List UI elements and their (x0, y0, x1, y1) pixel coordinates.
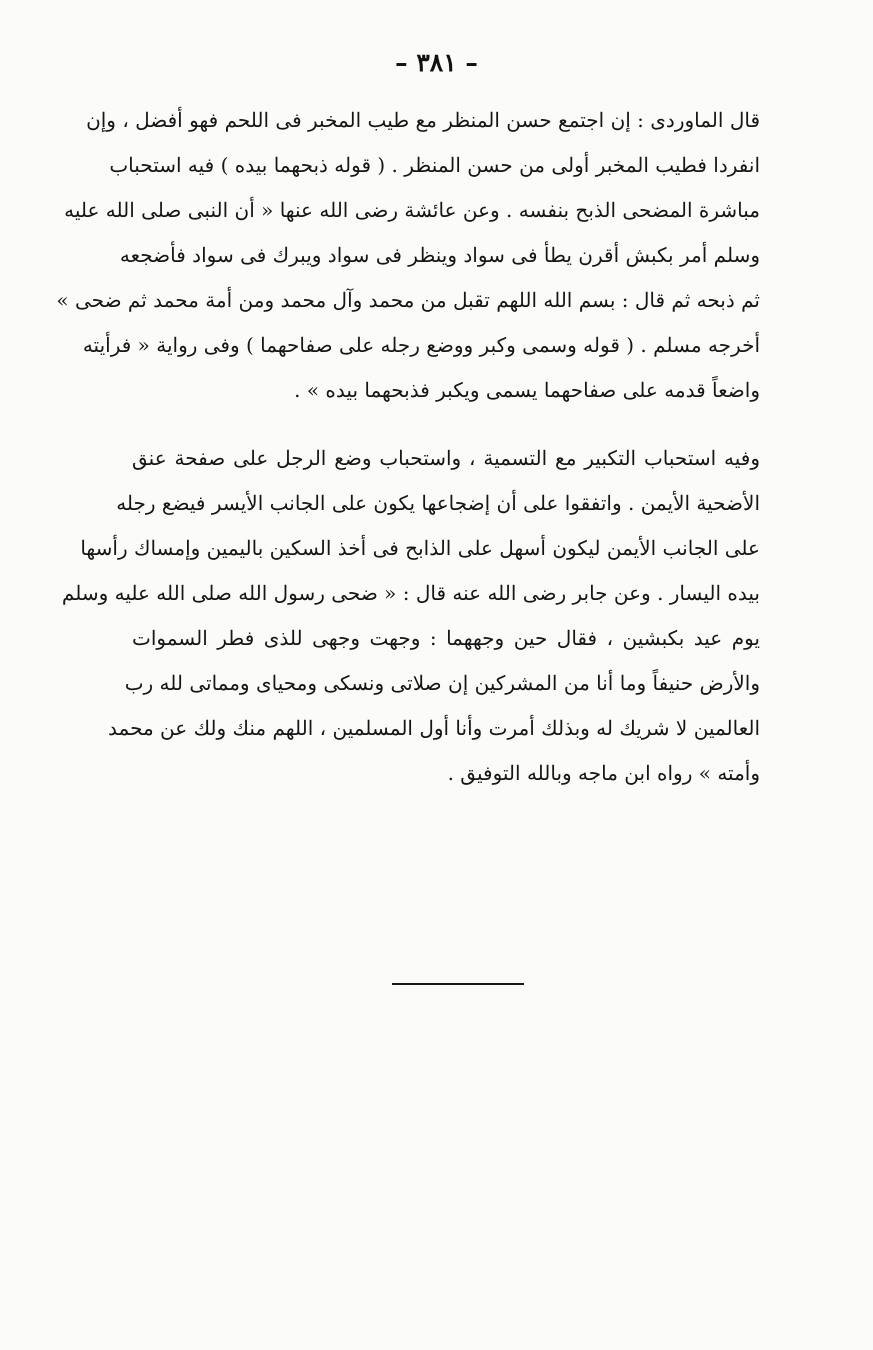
text-line: انفردا فطيب المخبر أولى من حسن المنظر . ( قوله ذبحهما بيده ) فيه استحباب (109, 153, 760, 177)
text-line: والأرض حنيفاً وما أنا من المشركين إن صلاتى ونسكى ومحياى ومماتى لله رب (124, 671, 760, 695)
page-number: – ٣٨١ – (395, 48, 478, 77)
text-line: يوم عيد بكبشين ، فقال حين وجههما : وجهت وجهى للذى فطر السموات (132, 626, 760, 650)
text-line: وسلم أمر بكبش أقرن يطأ فى سواد وينظر فى سواد ويبرك فى سواد فأضجعه (119, 243, 760, 267)
text-line: أخرجه مسلم . ( قوله وسمى وكبر ووضع رجله على صفاحهما ) وفى رواية « فرأيته (82, 333, 760, 357)
text-line: واضعاً قدمه على صفاحهما يسمى ويكبر فذبحهما بيده » . (294, 378, 760, 402)
text-line: مباشرة المضحى الذبح بنفسه . وعن عائشة رضى الله عنها « أن النبى صلى الله عليه (64, 198, 760, 222)
text-line: قال الماوردى : إن اجتمع حسن المنظر مع طيب المخبر فى اللحم فهو أفضل ، وإن (86, 108, 760, 132)
text-line: وأمته » رواه ابن ماجه وبالله التوفيق . (447, 761, 760, 785)
text-line: على الجانب الأيمن ليكون أسهل على الذابح فى أخذ السكين باليمين وإمساك رأسها (80, 536, 760, 560)
paragraph-2 (61, 436, 760, 796)
text-line: ثم ذبحه ثم قال : بسم الله اللهم تقبل من محمد وآل محمد ومن أمة محمد ثم ضحى » (56, 288, 760, 312)
end-rule (392, 983, 524, 985)
paragraph-1 (56, 98, 760, 413)
text-line: وفيه استحباب التكبير مع التسمية ، واستحباب وضع الرجل على صفحة عنق (132, 446, 760, 470)
text-line: بيده اليسار . وعن جابر رضى الله عنه قال : « ضحى رسول الله صلى الله عليه وسلم (61, 581, 760, 605)
text-line: الأضحية الأيمن . واتفقوا على أن إضجاعها يكون على الجانب الأيسر فيضع رجله (116, 491, 760, 515)
text-line: العالمين لا شريك له وبذلك أمرت وأنا أول المسلمين ، اللهم منك ولك عن محمد (108, 716, 760, 740)
